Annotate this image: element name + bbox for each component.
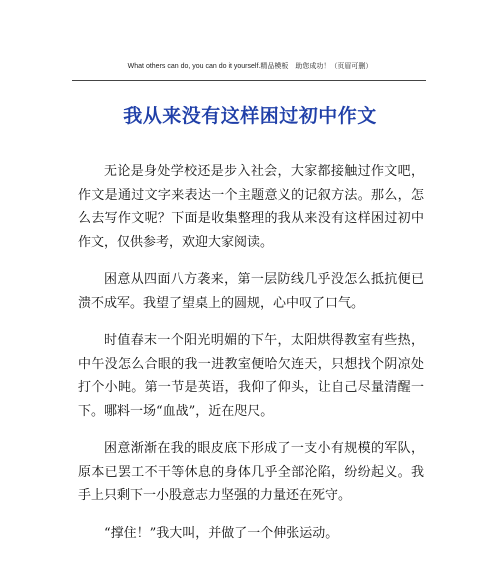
header-divider [72, 80, 426, 81]
page-header: What others can do, you can do it yourself.精品模板 助您成功！（页眉可删） [127, 63, 373, 70]
paragraph-1: 无论是身处学校还是步入社会，大家都接触过作文吧，作文是通过文字来表达一个主题意义的记叙方法。那么，怎么去写作文呢？下面是收集整理的我从来没有这样困过初中作文，仅供参考，欢迎大家阅读。 [78, 164, 424, 250]
paragraph-5: “撑住！”我大叫，并做了一个伸张运动。 [104, 525, 339, 541]
paragraph-4: 困意渐渐在我的眼皮底下形成了一支小有规模的军队，原本已罢工不干等休息的身体几乎全部沦陷，纷纷起义。我手上只剩下一小股意志力坚强的力量还在死守。 [78, 441, 424, 503]
paragraph-2: 困意从四面八方袭来，第一层防线几乎没怎么抵抗便已溃不成军。我望了望桌上的圆规，心中叹了口气。 [78, 272, 424, 311]
document-body [78, 160, 424, 559]
document-title: 我从来没有这样困过初中作文 [123, 105, 377, 127]
paragraph-3: 时值春末一个阳光明媚的下午，太阳烘得教室有些热，中午没怎么合眼的我一进教室便哈欠连天，只想找个阴凉处打个小盹。第一节是英语，我仰了仰头，让自己尽量清醒一下。哪料一场“血战”，近在咫尺。 [78, 333, 424, 419]
